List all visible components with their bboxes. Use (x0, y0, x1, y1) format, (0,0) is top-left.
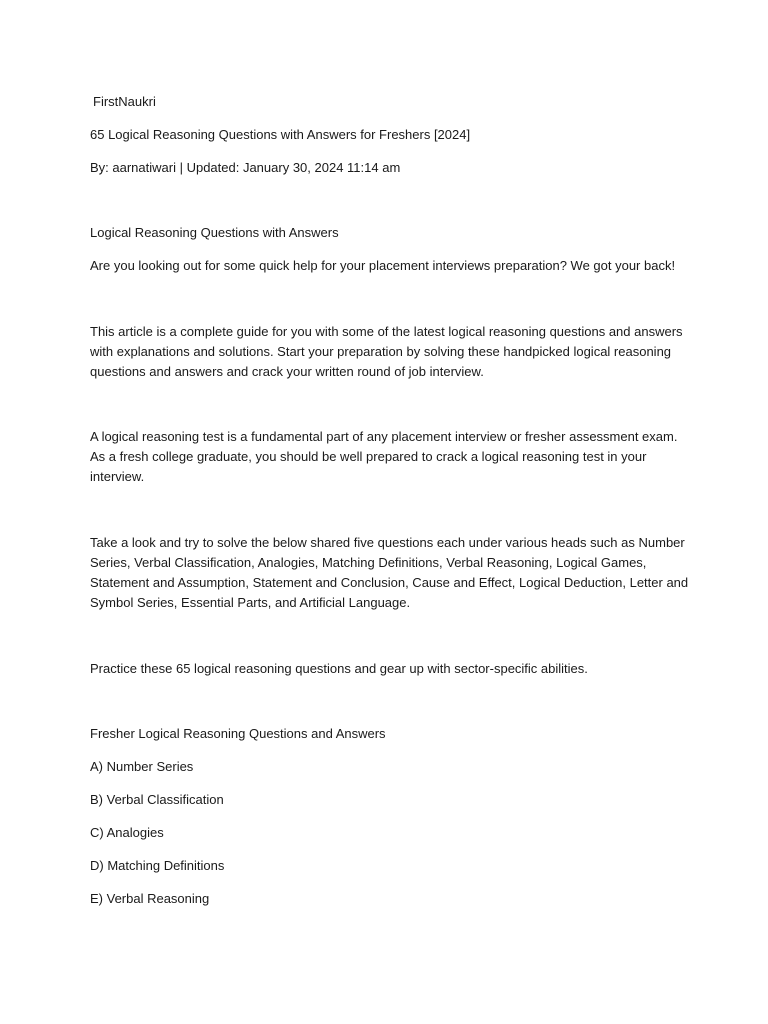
paragraph-line: Statement and Assumption, Statement and Conclusion, Cause and Effect, Logical Deduction, Letter and (90, 575, 689, 590)
site-name: FirstNaukri (93, 94, 156, 109)
paragraph-test (90, 427, 690, 487)
article-title: 65 Logical Reasoning Questions with Answers for Freshers [2024] (90, 127, 471, 142)
paragraph-line: Series, Verbal Classification, Analogies, Matching Definitions, Verbal Reasoning, Logical Games, (90, 555, 647, 570)
paragraph-line: A logical reasoning test is a fundamental part of any placement interview or fresher assessment exam. (90, 429, 678, 444)
section-heading: Logical Reasoning Questions with Answers (90, 225, 339, 240)
paragraph-topics (90, 533, 690, 613)
list-item: C) Analogies (90, 825, 164, 840)
list-item: A) Number Series (90, 759, 194, 774)
practice-paragraph: Practice these 65 logical reasoning questions and gear up with sector-specific abilities. (90, 661, 588, 676)
list-item: B) Verbal Classification (90, 792, 224, 807)
list-item: D) Matching Definitions (90, 858, 225, 873)
paragraph-line: interview. (90, 469, 145, 484)
article-byline: By: aarnatiwari | Updated: January 30, 2024 11:14 am (90, 160, 401, 175)
list-heading: Fresher Logical Reasoning Questions and Answers (90, 726, 386, 741)
intro-paragraph: Are you looking out for some quick help for your placement interviews preparation? We got your back! (90, 258, 676, 273)
paragraph-line: questions and answers and crack your written round of job interview. (90, 364, 484, 379)
paragraph-line: As a fresh college graduate, you should be well prepared to crack a logical reasoning test in your (90, 449, 647, 464)
paragraph-guide (90, 322, 690, 382)
list-item: E) Verbal Reasoning (90, 891, 210, 906)
paragraph-line: with explanations and solutions. Start your preparation by solving these handpicked logical reasoning (90, 344, 672, 359)
paragraph-line: Symbol Series, Essential Parts, and Artificial Language. (90, 595, 411, 610)
paragraph-line: Take a look and try to solve the below shared five questions each under various heads such as Number (90, 535, 685, 550)
paragraph-line: This article is a complete guide for you with some of the latest logical reasoning questions and answers (90, 324, 683, 339)
